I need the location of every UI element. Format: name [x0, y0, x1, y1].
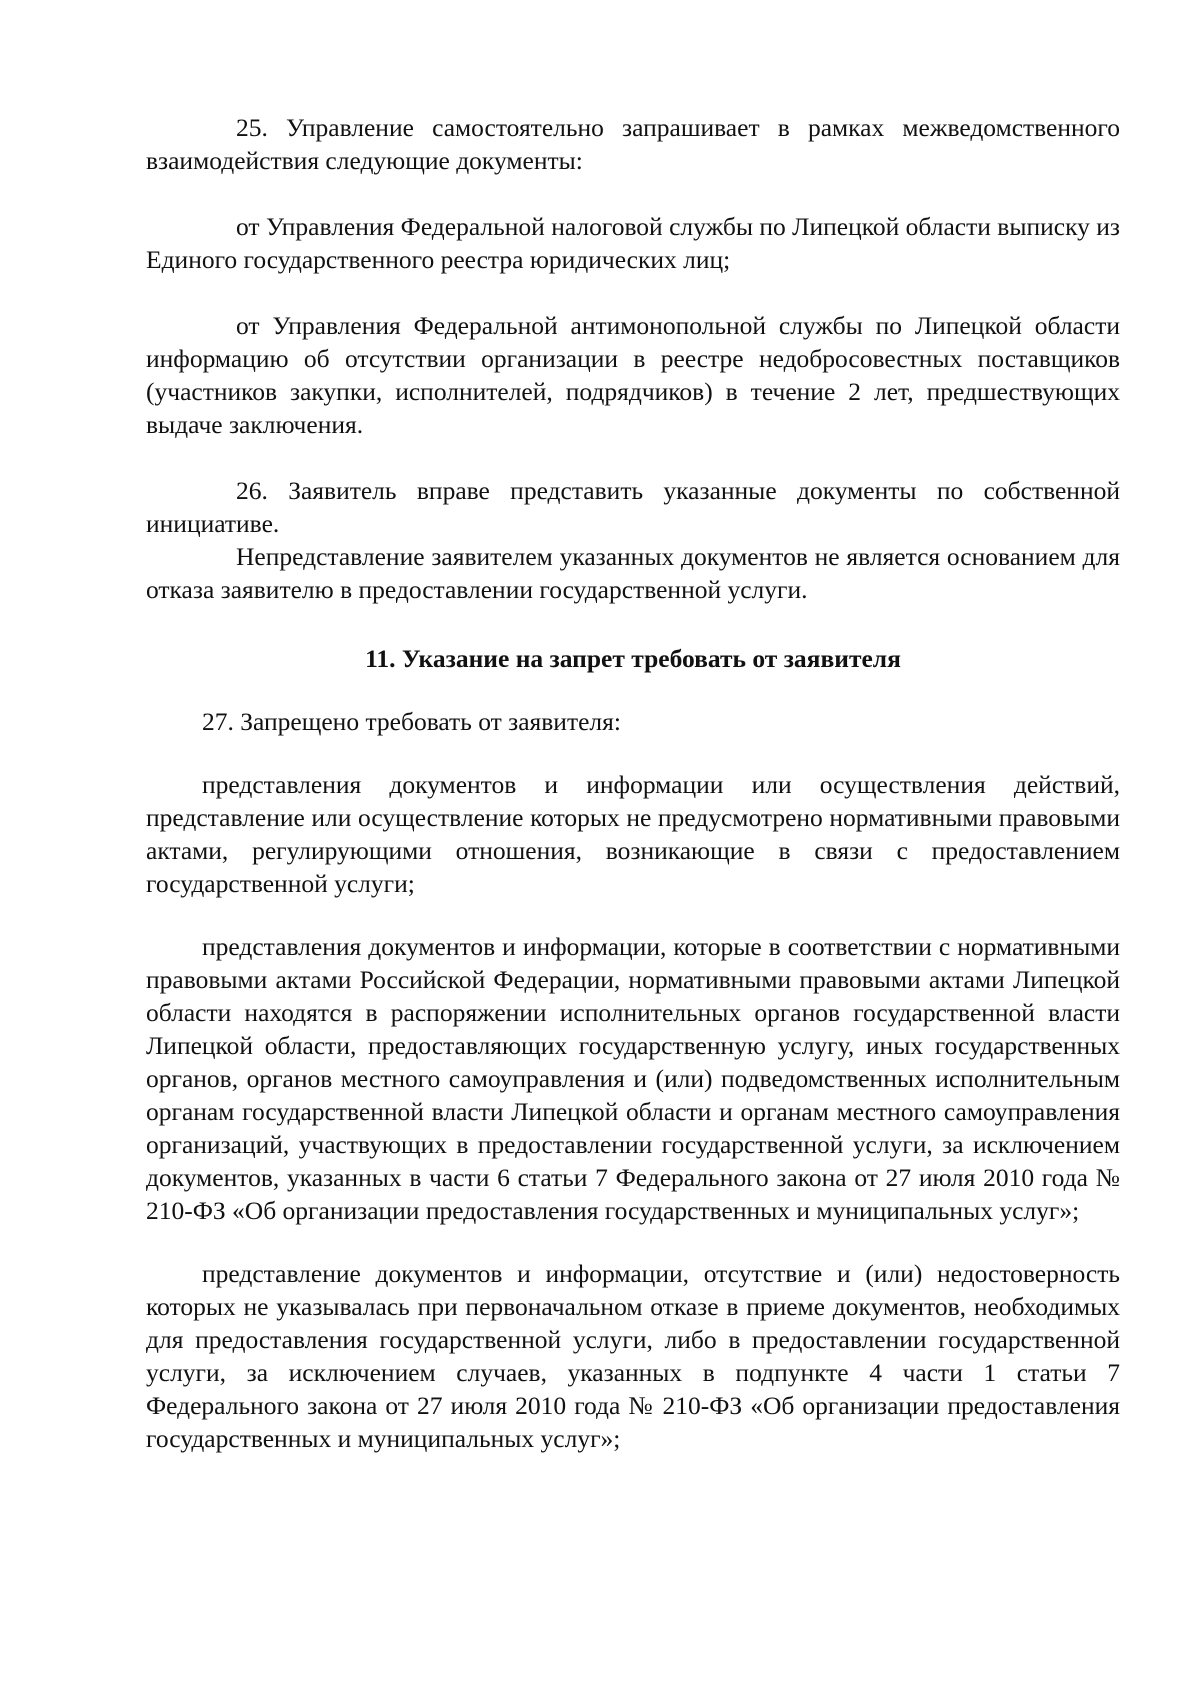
document-body — [146, 111, 1120, 1455]
paragraph-26: 26. Заявитель вправе представить указанные документы по собственной инициативе. — [146, 476, 1120, 538]
paragraph-27-intro: 27. Запрещено требовать от заявителя: — [202, 707, 621, 736]
section-11-heading: 11. Указание на запрет требовать от заявителя — [365, 644, 901, 673]
paragraph-26-note: Непредставление заявителем указанных документов не является основанием для отказа заявителю в предоставлении государственной услуги. — [146, 542, 1120, 604]
paragraph-25-intro: 25. Управление самостоятельно запрашивает в рамках межведомственного взаимодействия следующие документы: — [146, 113, 1120, 175]
paragraph-27-item-1: представления документов и информации или осуществления действий, представление или осуществление которых не предусмотрено нормативными правовыми актами, регулирующими отношения, возникающие в связи с предоставлением государственной услуги; — [146, 770, 1120, 898]
paragraph-25-antimonopoly-service: от Управления Федеральной антимонопольной службы по Липецкой области информацию об отсутствии организации в реестре недобросовестных поставщиков (участников закупки, исполнителей, подрядчиков) в течение 2 лет, предшествующих выдаче заключения. — [146, 311, 1120, 439]
paragraph-27-item-3: представление документов и информации, отсутствие и (или) недостоверность которых не указывалась при первоначальном отказе в приеме документов, необходимых для предоставления государственной услуги, либо в предоставлении государственной услуги, за исключением случаев, указанных в подпункте 4 части 1 статьи 7 Федерального закона от 27 июля 2010 года № 210-ФЗ «Об организации предоставления государственных и муниципальных услуг»; — [146, 1259, 1120, 1453]
paragraph-25-tax-service: от Управления Федеральной налоговой службы по Липецкой области выписку из Единого государственного реестра юридических лиц; — [146, 212, 1120, 274]
paragraph-27-item-2: представления документов и информации, которые в соответствии с нормативными правовыми актами Российской Федерации, нормативными правовыми актами Липецкой области находятся в распоряжении исполнительных органов государственной власти Липецкой области, предоставляющих государственную услугу, иных государственных органов, органов местного самоуправления и (или) подведомственных исполнительным органам государственной власти Липецкой области и органам местного самоуправления организаций, участвующих в предоставлении государственной услуги, за исключением документов, указанных в части 6 статьи 7 Федерального закона от 27 июля 2010 года № 210-ФЗ «Об организации предоставления государственных и муниципальных услуг»; — [146, 932, 1120, 1225]
